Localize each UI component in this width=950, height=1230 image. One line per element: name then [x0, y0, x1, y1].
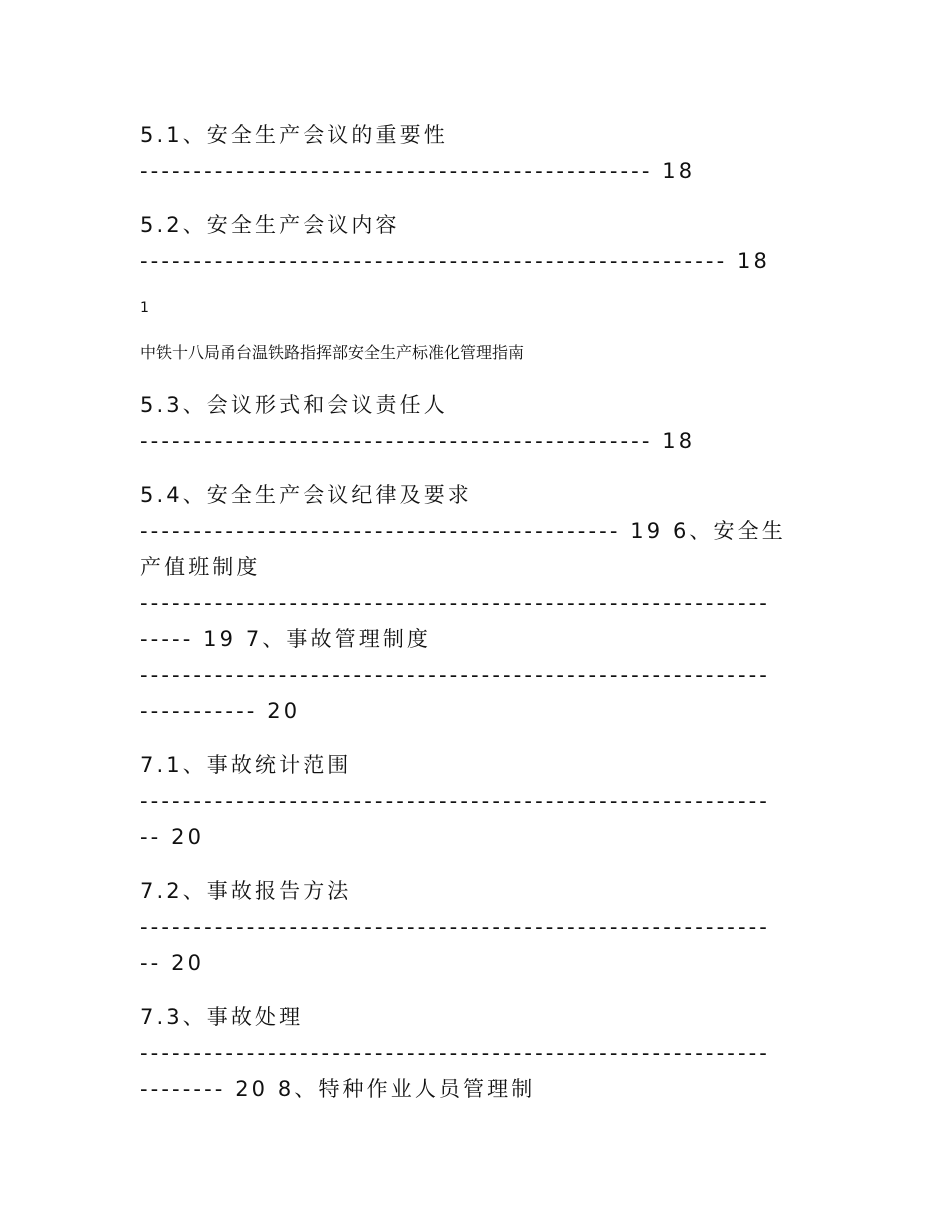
toc-leader-7-end: ----------- 20: [140, 699, 301, 723]
toc-leader-7-2-end: -- 20: [140, 951, 205, 975]
toc-leader-7-1: -----------------------------------------------------------: [140, 789, 770, 813]
toc-leader-6-end: ----- 19 7、事故管理制度: [140, 627, 432, 651]
toc-leader-5-4: --------------------------------------------- 19 6、安全生: [140, 519, 786, 543]
toc-entry-7-3-title: 7.3、事故处理: [140, 1005, 304, 1029]
toc-leader-6: -----------------------------------------------------------: [140, 591, 770, 615]
toc-entry-6-continuation: 产值班制度: [140, 555, 261, 579]
toc-entry-7-1-title: 7.1、事故统计范围: [140, 753, 352, 777]
toc-entry-5-2-title: 5.2、安全生产会议内容: [140, 213, 400, 237]
toc-entry-7-2-title: 7.2、事故报告方法: [140, 879, 352, 903]
running-header: 中铁十八局甬台温铁路指挥部安全生产标准化管理指南: [140, 343, 525, 362]
page-number: 1: [140, 300, 149, 316]
toc-leader-7-3-end: -------- 20 8、特种作业人员管理制: [140, 1077, 536, 1101]
toc-entry-5-1-title: 5.1、安全生产会议的重要性: [140, 123, 448, 147]
toc-leader-5-2: ------------------------------------------------------- 18: [140, 249, 770, 273]
toc-leader-7: -----------------------------------------------------------: [140, 663, 770, 687]
toc-leader-5-3: ------------------------------------------------ 18: [140, 429, 696, 453]
toc-leader-7-3: -----------------------------------------------------------: [140, 1041, 770, 1065]
toc-entry-5-3-title: 5.3、会议形式和会议责任人: [140, 393, 448, 417]
toc-leader-7-1-end: -- 20: [140, 825, 205, 849]
toc-leader-5-1: ------------------------------------------------ 18: [140, 159, 696, 183]
toc-leader-7-2: -----------------------------------------------------------: [140, 915, 770, 939]
toc-entry-5-4-title: 5.4、安全生产会议纪律及要求: [140, 483, 472, 507]
